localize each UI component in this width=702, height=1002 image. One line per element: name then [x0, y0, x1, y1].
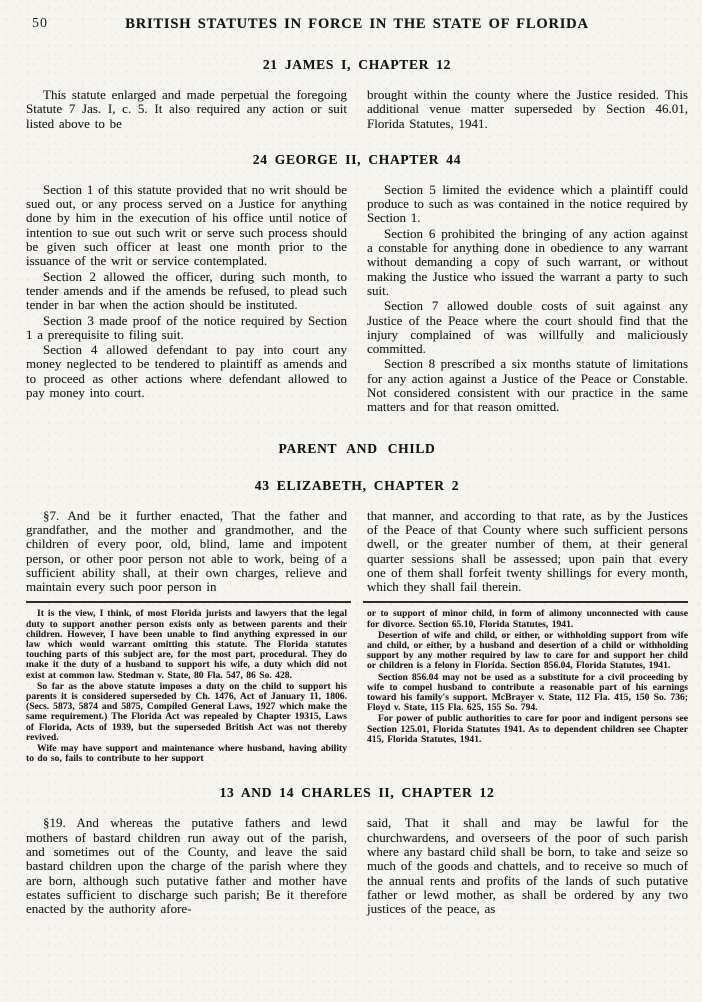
paragraph: §19. And whereas the putative fathers and lewd mothers of bastard children run away out of the parish, and sometimes out of the County, and leave the said bastard children upon the charge of the parish where they are born, although such putative father and mother have estates sufficient to discharge such parish; Be it therefore enacted by the authority afore- — [26, 815, 347, 917]
footnote-block — [26, 609, 688, 764]
paragraph: or to support of minor child, in form of alimony unconnected with cause for divorce. Section 65.10, Florida Statutes, 1941. — [367, 608, 688, 630]
two-column-body — [26, 183, 688, 415]
paragraph: §7. And be it further enacted, That the father and grandfather, and the mother and grandmother, and the children of every poor, old, blind, lame and impotent person, or other poor person not able to work, being of a sufficient ability shall, at their own charges, relieve and maintain every such poor person in — [26, 507, 347, 595]
page-number: 50 — [32, 16, 48, 31]
paragraph: Desertion of wife and child, or either, or withholding support from wife and child, or either, by a husband and desertion of a child or withholding support by any mother required by law to care for and support her child or children is a felony in Florida. Section 856.04, Florida Statutes, 1941. — [367, 629, 688, 672]
two-column-footnotes — [26, 609, 688, 764]
running-head — [26, 14, 688, 36]
two-column-body — [26, 816, 688, 916]
section-13-14-charles-ii-ch-12 — [26, 785, 688, 916]
left-column — [26, 816, 347, 916]
right-column — [367, 88, 688, 131]
left-column — [26, 183, 347, 415]
paragraph: Wife may have support and maintenance where husband, having ability to do so, fails to contribute to her support — [26, 743, 347, 765]
section-24-george-ii-ch-44 — [26, 152, 688, 415]
rule-left-segment — [26, 601, 351, 603]
section-heading: 21 JAMES I, CHAPTER 12 — [262, 57, 452, 72]
section-heading: 13 AND 14 CHARLES II, CHAPTER 12 — [219, 785, 495, 801]
paragraph: Section 2 allowed the officer, during such month, to tender amends and if the amends be refused, to plead such tender in bar when the action should be instituted. — [26, 268, 347, 313]
footnote-right-column — [367, 609, 688, 764]
two-column-body — [26, 509, 688, 595]
footnote-divider-rule — [26, 601, 688, 603]
left-column — [26, 88, 347, 131]
paragraph: Section 4 allowed defendant to pay into court any money neglected to be tendered to plaintiff as amends and to proceed as other actions where defendant allowed to pay money into court. — [26, 342, 347, 401]
paragraph: Section 8 prescribed a six months statute of limitations for any action against a Justice of the Peace or Constable. Not considered consistent with our practice in the same matters and for that reason omitted. — [367, 356, 688, 415]
right-column — [367, 816, 688, 916]
rule-right-segment — [363, 601, 688, 603]
left-column — [26, 509, 347, 595]
paragraph: said, That it shall and may be lawful for the churchwardens, and overseers of the poor of such parish where any bastard child shall be born, to take and seize so much of the goods and chattels, and to receive so much of the annual rents and profits of the lands of such putative father or lewd mother, as shall be ordered by any two justices of the peace, as — [367, 815, 688, 917]
two-column-body — [26, 88, 688, 131]
section-heading: 43 ELIZABETH, CHAPTER 2 — [254, 477, 460, 493]
paragraph: Section 856.04 may not be used as a substitute for a civil proceeding by wife to compel husband to contribute a reasonable part of his earnings toward his family's support. McBrayer v. State, 112 Fla. 415, 150 So. 736; Floyd v. State, 115 Fla. 625, 155 So. 794. — [367, 671, 688, 714]
paragraph: For power of public authorities to care for poor and indigent persons see Section 125.01, Florida Statutes 1941. As to dependent children see Chapter 415, Florida Statutes, 1941. — [367, 713, 688, 745]
paragraph: So far as the above statute imposes a duty on the child to support his parents it is considered superseded by Ch. 1476, Act of January 11, 1806. (Secs. 5873, 5874 and 5875, Compiled General Laws, 1927 which make the same requirement.) The Florida Act was repealed by Chapter 19315, Laws of Florida, Acts of 1939, but the superseded British Act was not thereby revived. — [26, 680, 347, 743]
right-column — [367, 183, 688, 415]
paragraph: It is the view, I think, of most Florida jurists and lawyers that the legal duty to support another person exists only as between parents and their children. However, I have been unable to find anything expressed in our law which would warrant omitting this statute. The Florida statutes touching parts of this subject are, for the most part, procedural. They do make it the duty of a husband to support his wife, a duty which did not exist at common law. Stedman v. State, 80 Fla. 547, 86 So. 428. — [26, 608, 347, 681]
paragraph: Section 7 allowed double costs of suit against any Justice of the Peace where the court should find that the injury complained of was willfully and maliciously committed. — [367, 298, 688, 357]
right-column — [367, 509, 688, 595]
section-21-james-i-ch-12 — [26, 57, 688, 131]
paragraph: that manner, and according to that rate, as by the Justices of the Peace of that County where such sufficient persons dwell, or the greater number of them, at their general quarter sessions shall be assessed; upon pain that every one of them shall forfeit twenty shillings for every month, which they shall fail therein. — [367, 507, 688, 595]
running-header-title: BRITISH STATUTES IN FORCE IN THE STATE OF FLORIDA — [125, 16, 589, 32]
section-heading: 24 GEORGE II, CHAPTER 44 — [252, 151, 462, 167]
section-43-elizabeth-ch-2 — [26, 478, 688, 595]
paragraph: This statute enlarged and made perpetual the foregoing Statute 7 Jas. I, c. 5. It also required any action or suit listed above to be — [26, 87, 347, 131]
part-title-parent-and-child: PARENT AND CHILD — [278, 440, 436, 456]
footnote-left-column — [26, 609, 347, 764]
paragraph: Section 5 limited the evidence which a plaintiff could produce to such as was contained in the notice required by Section 1. — [367, 181, 688, 226]
paragraph: Section 1 of this statute provided that no writ should be sued out, or any process served on a Justice for anything done by him in the execution of his office until notice of intention to sue out such writ or serve such process should be given such officer at least one month prior to the issuance of the writ or service contemplated. — [26, 181, 347, 269]
paragraph: Section 3 made proof of the notice required by Section 1 a prerequisite to filing suit. — [26, 312, 347, 342]
paragraph: brought within the county where the Justice resided. This additional venue matter superseded by Section 46.01, Florida Statutes, 1941. — [367, 87, 688, 131]
paragraph: Section 6 prohibited the bringing of any action against a constable for anything done in obedience to any warrant without demanding a copy of such warrant, or without making the Justice who issued the warrant a party to such suit. — [367, 225, 688, 298]
